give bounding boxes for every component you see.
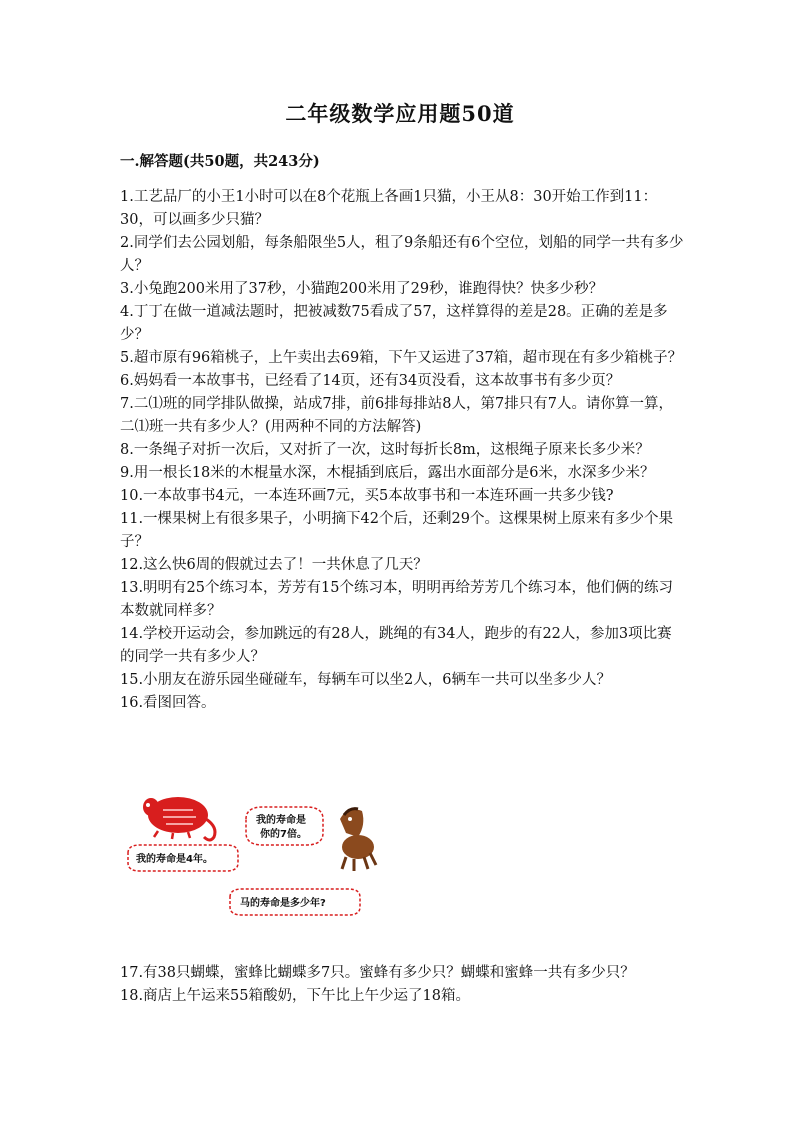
- question-list-continued: [120, 962, 685, 1008]
- question-item: 13.明明有25个练习本，芳芳有15个练习本，明明再给芳芳几个练习本，他们俩的练习本数就同样多？: [120, 580, 673, 619]
- question-item: 18.商店上午运来55箱酸奶，下午比上午少运了18箱。: [120, 988, 470, 1004]
- question-item: 12.这么快6周的假就过去了！一共休息了几天？: [120, 557, 428, 573]
- question-speech-bubble: [230, 889, 360, 915]
- question-item: 8.一条绳子对折一次后，又对折了一次，这时每折长8m，这根绳子原来长多少米？: [120, 442, 650, 458]
- question-list: [120, 186, 685, 715]
- page-title: 二年级数学应用题50道: [285, 101, 515, 126]
- question-item: 15.小朋友在游乐园坐碰碰车，每辆车可以坐2人，6辆车一共可以坐多少人？: [120, 672, 612, 688]
- horse-speech-bubble: [246, 807, 323, 845]
- question-bubble-text: 马的寿命是多少年?: [240, 898, 326, 909]
- question-item: 2.同学们去公园划船，每条船限坐5人，租了9条船还有6个空位，划船的同学一共有多少人？: [120, 235, 684, 274]
- mouse-icon: [143, 797, 215, 840]
- horse-icon: [340, 809, 376, 871]
- question-item: 6.妈妈看一本故事书，已经看了14页，还有34页没看，这本故事书有多少页？: [120, 373, 621, 389]
- question-item: 3.小兔跑200米用了37秒，小猫跑200米用了29秒，谁跑得快？快多少秒？: [120, 281, 604, 297]
- mouse-horse-illustration: [118, 785, 378, 925]
- question-item: 4.丁丁在做一道减法题时，把被减数75看成了57，这样算得的差是28。正确的差是多少？: [120, 304, 668, 343]
- question-item: 1.工艺品厂的小王1小时可以在8个花瓶上各画1只猫，小王从8：30开始工作到11：30，可以画多少只猫？: [120, 189, 658, 228]
- horse-bubble-line2: 你的7倍。: [260, 829, 307, 840]
- section-heading: 一.解答题(共50题，共243分): [120, 153, 320, 170]
- question-item: 14.学校开运动会，参加跳远的有28人，跳绳的有34人，跑步的有22人，参加3项比赛的同学一共有多少人？: [120, 626, 672, 665]
- horse-bubble-line1: 我的寿命是: [256, 815, 306, 826]
- question-item: 7.二⑴班的同学排队做操，站成7排，前6排每排站8人，第7排只有7人。请你算一算，二⑴班一共有多少人？(用两种不同的方法解答): [120, 396, 673, 435]
- question-item: 10.一本故事书4元，一本连环画7元，买5本故事书和一本连环画一共多少钱?: [120, 488, 614, 504]
- mouse-bubble-text: 我的寿命是4年。: [136, 854, 213, 865]
- mouse-speech-bubble: [128, 845, 238, 871]
- question-item: 9.用一根长18米的木棍量水深，木棍插到底后，露出水面部分是6米，水深多少米？: [120, 465, 655, 481]
- question-item: 17.有38只蝴蝶，蜜蜂比蝴蝶多7只。蜜蜂有多少只？蝴蝶和蜜蜂一共有多少只？: [120, 965, 635, 981]
- question-item: 11.一棵果树上有很多果子，小明摘下42个后，还剩29个。这棵果树上原来有多少个果子？: [120, 511, 673, 550]
- question-item: 16.看图回答。: [120, 695, 216, 711]
- question-item: 5.超市原有96箱桃子，上午卖出去69箱，下午又运进了37箱，超市现在有多少箱桃子？: [120, 350, 683, 366]
